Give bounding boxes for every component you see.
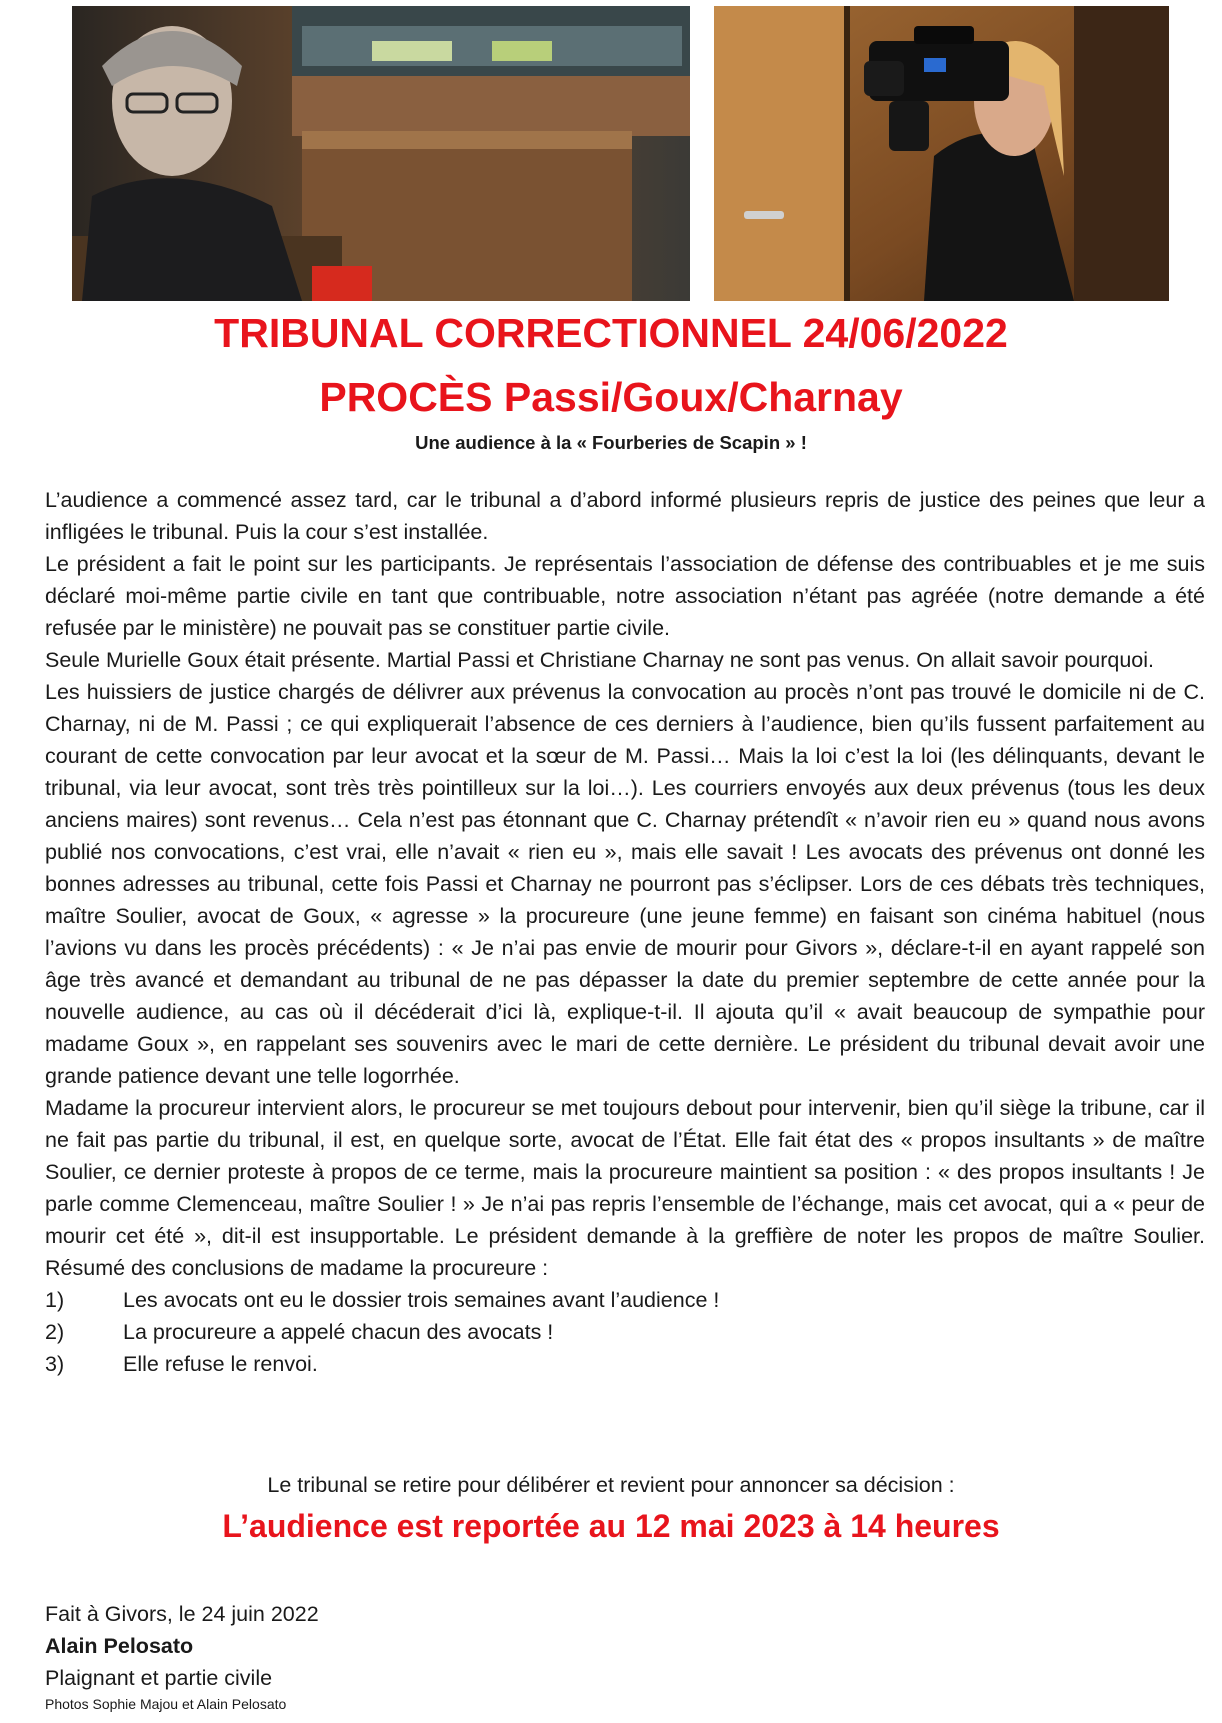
paragraph: Le président a fait le point sur les participants. Je représentais l’association de défense des contribuables et je me suis déclaré moi-même partie civile en tant que contribuable, notre association n’étant pas agréée (notre demande a été refusée par le ministère) ne pouvait pas se constituer partie civile.: [45, 552, 1205, 640]
author-name: Alain Pelosato: [45, 1634, 194, 1658]
camera-operator-photo-icon: [714, 6, 1169, 301]
signature-block: [45, 1598, 319, 1714]
paragraph: L’audience a commencé assez tard, car le tribunal a d’abord informé plusieurs repris de justice des peines que leur a infligées le tribunal. Puis la cour s’est installée.: [45, 488, 1205, 544]
place-date: Fait à Givors, le 24 juin 2022: [45, 1602, 319, 1626]
list-text: La procureure a appelé chacun des avocats !: [123, 1320, 554, 1344]
page-title: TRIBUNAL CORRECTIONNEL 24/06/2022: [214, 310, 1008, 356]
paragraph: Seule Murielle Goux était présente. Martial Passi et Christiane Charnay ne sont pas venus. On allait savoir pourquoi.: [45, 648, 1155, 672]
camera-operator-photo: [714, 6, 1169, 301]
list-item: [45, 1348, 1205, 1380]
author-role: Plaignant et partie civile: [45, 1666, 273, 1690]
paragraph: Les huissiers de justice chargés de délivrer aux prévenus la convocation au procès n’ont pas trouvé le domicile ni de C. Charnay, ni de M. Passi ; ce qui expliquerait l’absence de ces derniers à l’audience, bien qu’ils fussent parfaitement au courant de cette convocation par leur avocat et la sœur de M. Passi… Mais la loi c’est la loi (les délinquants, devant le tribunal, via leur avocat, sont très très pointilleux sur la loi…). Les courriers envoyés aux deux prévenus (tous les deux anciens maires) sont revenus… Cela n’est pas étonnant que C. Charnay prétendît « n’avoir rien eu » quand nous avons publié nos convocations, c’est vrai, elle n’avait « rien eu », mais elle savait ! Les avocats des prévenus ont donné les bonnes adresses au tribunal, cette fois Passi et Charnay ne pourront pas s’éclipser. Lors de ces débats très techniques, maître Soulier, avocat de Goux, « agresse » la procureure (une jeune femme) en faisant son cinéma habituel (nous l’avions vu dans les procès précédents) : « Je n’ai pas envie de mourir pour Givors », déclare-t-il en ayant rappelé son âge très avancé et demandant au tribunal de ne pas dépasser la date du premier septembre de cette année pour la nouvelle audience, au cas où il décéderait d’ici là, explique-t-il. Il ajouta qu’il « avait beaucoup de sympathie pour madame Goux », en rappelant ses souvenirs avec le mari de cette dernière. Le président du tribunal devait avoir une grande patience devant une telle logorrhée.: [45, 680, 1205, 1088]
list-item: [45, 1316, 1205, 1348]
article-body: [45, 484, 1205, 1380]
list-item: [45, 1284, 1205, 1316]
list-number: 2): [45, 1320, 65, 1344]
list-text: Elle refuse le renvoi.: [123, 1352, 318, 1376]
page-title-secondary: PROCÈS Passi/Goux/Charnay: [319, 374, 903, 420]
courtroom-photo-icon: [72, 6, 690, 301]
list-number: 3): [45, 1352, 65, 1376]
decision-headline: L’audience est reportée au 12 mai 2023 à 14 heures: [222, 1508, 1000, 1544]
closing-intro: Le tribunal se retire pour délibérer et revient pour annoncer sa décision :: [267, 1473, 955, 1497]
courtroom-photo: [72, 6, 690, 301]
list-text: Les avocats ont eu le dossier trois semaines avant l’audience !: [123, 1288, 720, 1312]
photo-credits: Photos Sophie Majou et Alain Pelosato: [45, 1696, 287, 1712]
subtitle: Une audience à la « Fourberies de Scapin » !: [415, 432, 807, 453]
list-number: 1): [45, 1288, 65, 1312]
paragraph: Madame la procureur intervient alors, le procureur se met toujours debout pour intervenir, bien qu’il siège la tribune, car il ne fait pas partie du tribunal, il est, en quelque sorte, avocat de l’État. Elle fait état des « propos insultants » de maître Soulier, ce dernier proteste à propos de ce terme, mais la procureure maintient sa position : « des propos insultants ! Je parle comme Clemenceau, maître Soulier ! » Je n’ai pas repris l’ensemble de l’échange, mais cet avocat, qui a « peur de mourir cet été », dit-il est insupportable. Le président demande à la greffière de noter les propos de maître Soulier. Résumé des conclusions de madame la procureure :: [45, 1096, 1205, 1280]
